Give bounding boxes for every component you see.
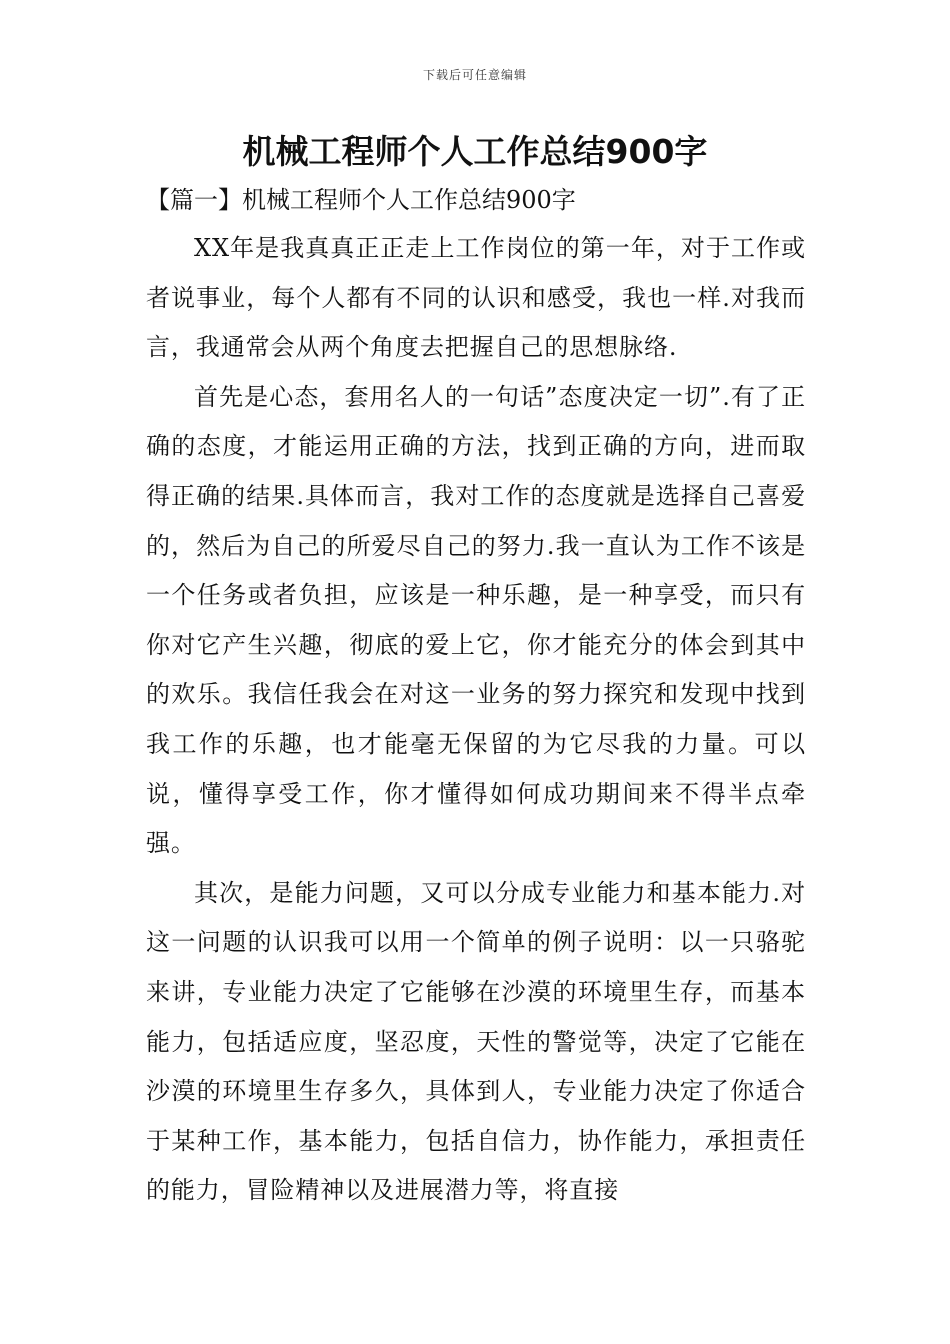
paragraph-2: 首先是心态，套用名人的一句话”态度决定一切”.有了正确的态度，才能运用正确的方法，找到正确的方向，进而取得正确的结果.具体而言，我对工作的态度就是选择自己喜爱的，然后为自己的所爱尽自己的努力.我一直认为工作不该是一个任务或者负担，应该是一种乐趣，是一种享受，而只有你对它产生兴趣，彻底的爱上它，你才能充分的体会到其中的欢乐。我信任我会在对这一业务的努力探究和发现中找到我工作的乐趣，也才能毫无保留的为它尽我的力量。可以说，懂得享受工作，你才懂得如何成功期间来不得半点牵强。 — [146, 382, 806, 858]
paragraph-3: 其次，是能力问题，又可以分成专业能力和基本能力.对这一问题的认识我可以用一个简单的例子说明：以一只骆驼来讲，专业能力决定了它能够在沙漠的环境里生存，而基本能力，包括适应度，坚忍度，天性的警觉等，决定了它能在沙漠的环境里生存多久，具体到人，专业能力决定了你适合于某种工作，基本能力，包括自信力，协作能力，承担责任的能力，冒险精神以及进展潜力等，将直接 — [146, 878, 806, 1205]
header-note: 下载后可任意编辑 — [422, 68, 527, 82]
paragraph-1: XX年是我真真正正走上工作岗位的第一年，对于工作或者说事业，每个人都有不同的认识和感受，我也一样.对我而言，我通常会从两个角度去把握自己的思想脉络. — [146, 234, 806, 362]
document-title: 机械工程师个人工作总结900字 — [242, 132, 708, 171]
body-text — [146, 224, 806, 1216]
section-heading: 【篇一】机械工程师个人工作总结900字 — [146, 186, 576, 214]
